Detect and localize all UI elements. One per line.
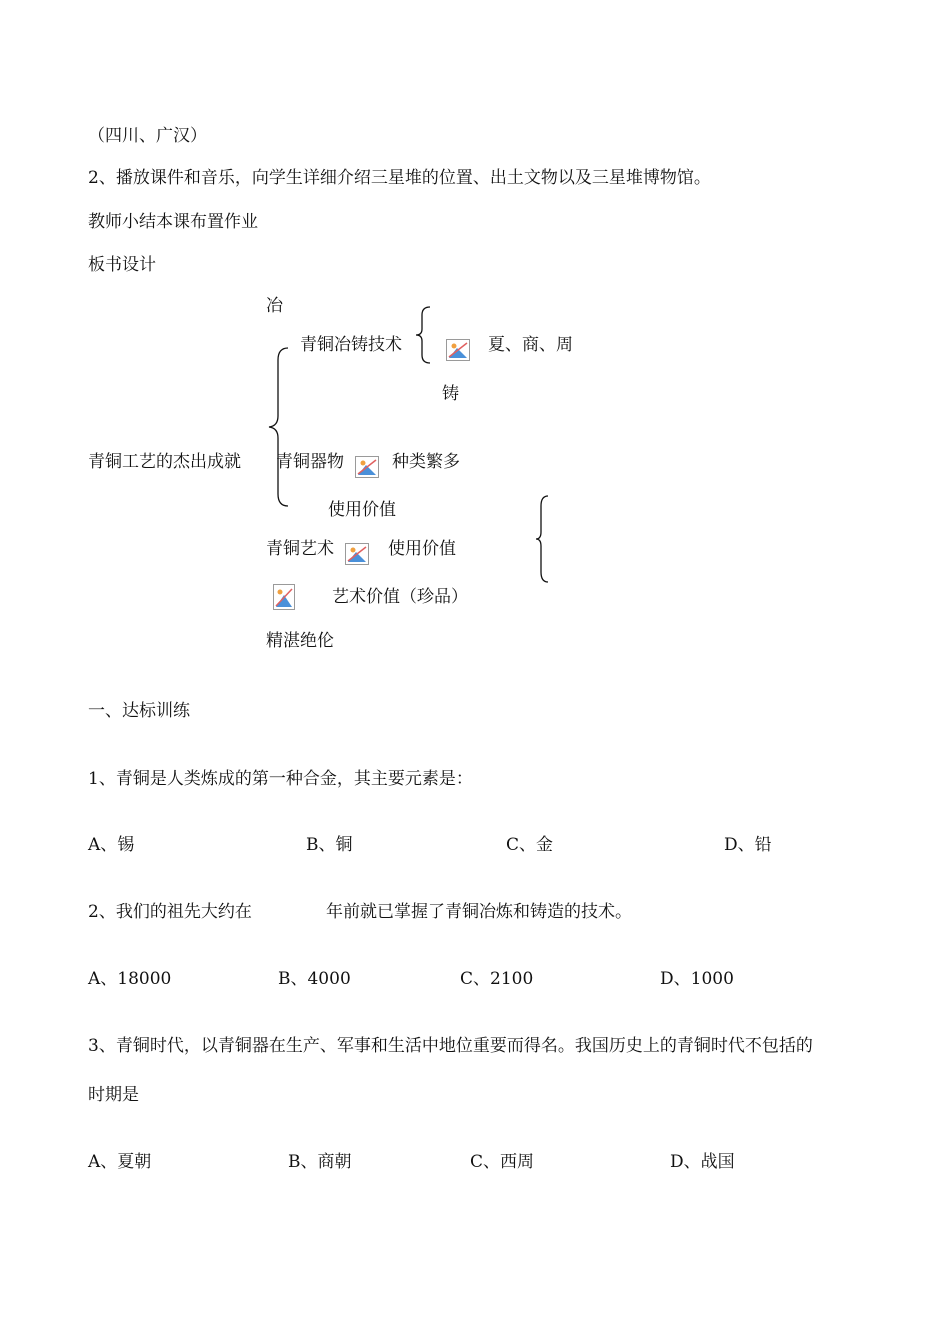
board-variety: 种类繁多 xyxy=(392,452,460,472)
q2-option-a: A、18000 xyxy=(88,969,172,989)
summary-line: 教师小结本课布置作业 xyxy=(88,212,258,232)
image-placeholder-icon xyxy=(446,339,470,361)
board-dynasties: 夏、商、周 xyxy=(488,335,573,355)
board-zhu: 铸 xyxy=(442,384,459,404)
question-3-line-1: 3、青铜时代，以青铜器在生产、军事和生活中地位重要而得名。我国历史上的青铜时代不包括的 xyxy=(88,1036,813,1056)
question-3-line-2: 时期是 xyxy=(88,1085,139,1105)
board-main: 青铜工艺的杰出成就 xyxy=(88,452,241,472)
q3-option-c: C、西周 xyxy=(470,1152,535,1172)
board-design-title: 板书设计 xyxy=(88,255,156,275)
q2-option-b: B、4000 xyxy=(278,969,351,989)
brace-tech xyxy=(414,305,434,365)
q3-option-d: D、战国 xyxy=(670,1152,735,1172)
step-2-line: 2、播放课件和音乐，向学生详细介绍三星堆的位置、出土文物以及三星堆博物馆。 xyxy=(88,168,711,188)
q2-option-c: C、2100 xyxy=(460,969,534,989)
board-exquisite: 精湛绝伦 xyxy=(266,631,334,651)
location-line: （四川、广汉） xyxy=(88,126,207,146)
brace-main xyxy=(266,346,292,508)
q1-option-b: B、铜 xyxy=(306,835,353,855)
image-placeholder-icon xyxy=(345,543,369,565)
board-use-value-2: 使用价值 xyxy=(388,539,456,559)
exercise-heading: 一、达标训练 xyxy=(88,701,190,721)
board-use-value-1: 使用价值 xyxy=(328,500,396,520)
q2-option-d: D、1000 xyxy=(660,969,734,989)
q1-option-c: C、金 xyxy=(506,835,554,855)
board-ye: 冶 xyxy=(266,296,283,316)
image-placeholder-icon xyxy=(273,584,295,610)
question-1: 1、青铜是人类炼成的第一种合金，其主要元素是： xyxy=(88,769,473,789)
q1-option-a: A、锡 xyxy=(88,835,135,855)
board-art: 青铜艺术 xyxy=(266,539,334,559)
q3-option-b: B、商朝 xyxy=(288,1152,352,1172)
q3-option-a: A、夏朝 xyxy=(88,1152,152,1172)
question-2-part-2: 年前就已掌握了青铜冶炼和铸造的技术。 xyxy=(326,902,632,922)
question-2-part-1: 2、我们的祖先大约在 xyxy=(88,902,252,922)
board-tech: 青铜冶铸技术 xyxy=(300,335,402,355)
board-wares: 青铜器物 xyxy=(276,452,344,472)
board-art-value: 艺术价值（珍品） xyxy=(332,587,468,607)
image-placeholder-icon xyxy=(355,456,379,478)
brace-art xyxy=(534,494,554,584)
q1-option-d: D、铅 xyxy=(724,835,772,855)
